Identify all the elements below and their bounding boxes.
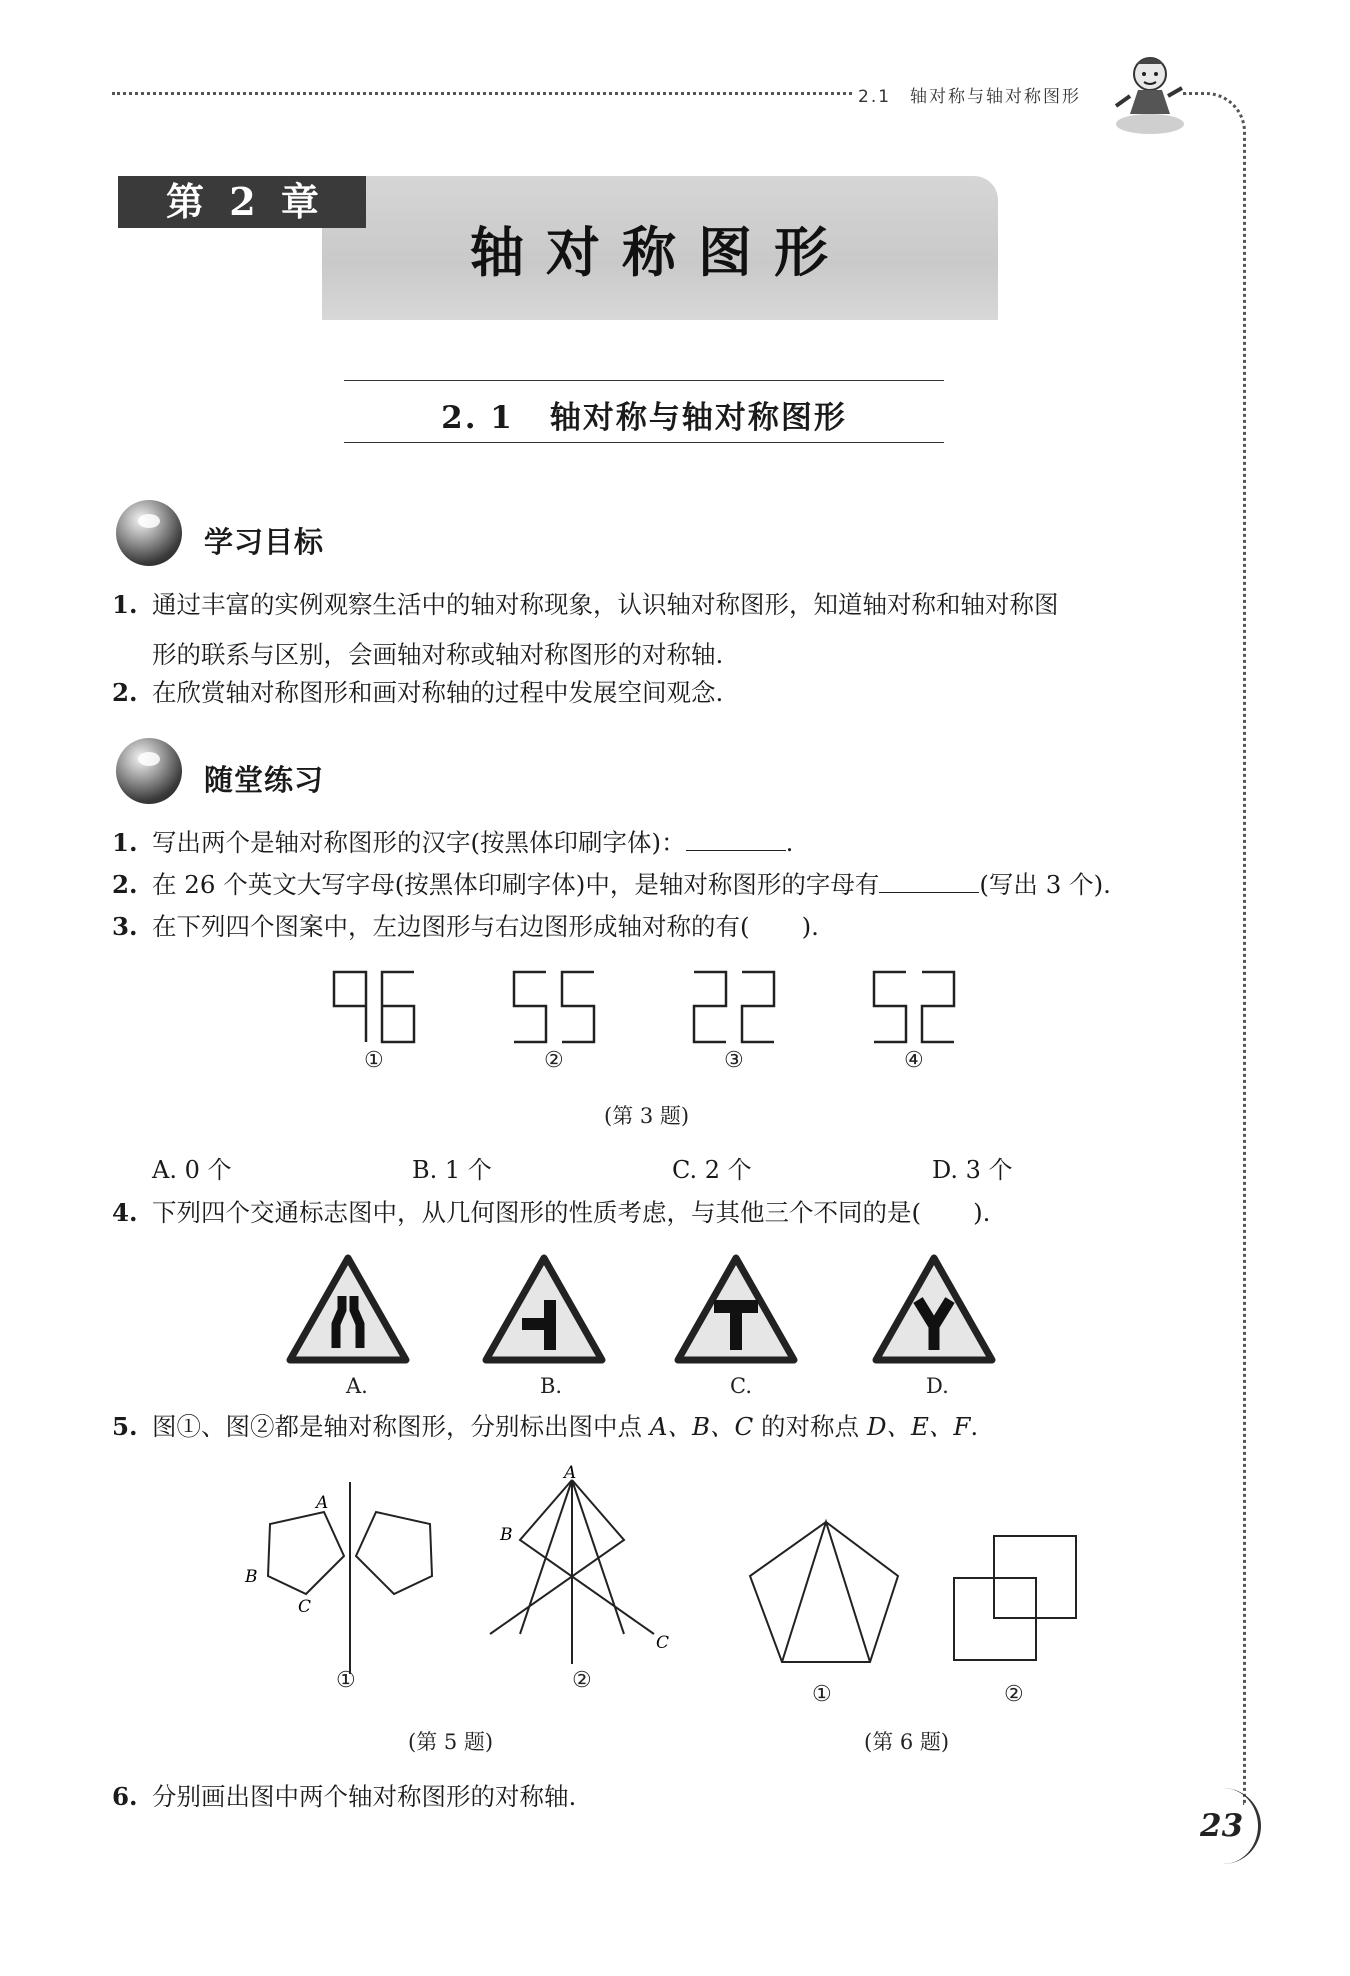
question-1: 1. 写出两个是轴对称图形的汉字(按黑体印刷字体)： . — [112, 828, 794, 857]
figure-label: ④ — [904, 1048, 924, 1073]
answer-blank[interactable] — [879, 870, 979, 893]
q6-figure-2 — [950, 1532, 1086, 1664]
point-label: B — [245, 1567, 258, 1587]
q6-figure-1 — [746, 1518, 906, 1668]
traffic-sign-d — [876, 1258, 992, 1360]
question-5: 5. 图①、图②都是轴对称图形，分别标出图中点 A、B、C 的对称点 D、E、F. — [112, 1412, 979, 1441]
figure-label: ③ — [724, 1048, 744, 1073]
figure-pair-3 — [694, 972, 774, 1042]
objective-1: 1. 通过丰富的实例观察生活中的轴对称现象，认识轴对称图形，知道轴对称和轴对称图 — [112, 590, 1059, 619]
figure-label: ② — [1004, 1682, 1024, 1707]
header-rule — [112, 92, 852, 95]
point-label: C — [656, 1633, 670, 1653]
globe-icon — [116, 738, 182, 804]
section-number: 2. 1 — [441, 400, 514, 436]
q5-figure-1 — [240, 1478, 460, 1678]
section-title-text: 轴对称与轴对称图形 — [549, 400, 847, 436]
section-rule-bottom — [344, 442, 944, 443]
globe-highlight — [138, 514, 160, 528]
question-2: 2. 在 26 个英文大写字母(按黑体印刷字体)中，是轴对称图形的字母有 (写出 3 个). — [112, 870, 1111, 899]
answer-blank[interactable] — [686, 828, 786, 851]
page-number: 23 — [1200, 1808, 1244, 1844]
figure-caption: (第 5 题) — [408, 1730, 494, 1754]
figure-caption: (第 6 题) — [864, 1730, 950, 1754]
figure-pair-1 — [334, 972, 414, 1042]
option-c[interactable]: C. 2 个 — [672, 1156, 752, 1184]
q4-traffic-signs — [286, 1254, 1006, 1364]
q5-figure-2 — [490, 1463, 690, 1670]
globe-icon — [116, 500, 182, 566]
figure-label: ② — [572, 1668, 592, 1693]
figure-pair-4 — [874, 972, 954, 1042]
figure-label: ① — [812, 1682, 832, 1707]
point-label: B — [500, 1525, 513, 1545]
sign-label-c: C. — [730, 1374, 752, 1398]
figure-label: ② — [544, 1048, 564, 1073]
chapter-title: 轴对称图形 — [470, 221, 850, 284]
sign-label-b: B. — [540, 1374, 563, 1398]
chapter-label: 第 2 章 — [118, 176, 366, 228]
q3-figures — [330, 970, 970, 1045]
practice-heading: 随堂练习 — [204, 763, 325, 797]
running-title: 2.1 轴对称与轴对称图形 — [858, 87, 1082, 107]
section-title — [344, 392, 944, 437]
option-b[interactable]: B. 1 个 — [412, 1156, 492, 1184]
sign-label-d: D. — [926, 1374, 949, 1398]
objective-1-cont: 形的联系与区别，会画轴对称或轴对称图形的对称轴. — [152, 640, 724, 669]
option-d[interactable]: D. 3 个 — [932, 1156, 1013, 1184]
section-rule-top — [344, 380, 944, 381]
globe-highlight — [138, 752, 160, 766]
page-frame — [1183, 92, 1246, 1805]
option-a[interactable]: A. 0 个 — [152, 1156, 232, 1184]
mascot-icon — [1110, 52, 1188, 136]
figure-pair-2 — [514, 972, 594, 1042]
objectives-heading: 学习目标 — [204, 525, 325, 559]
traffic-sign-c — [678, 1258, 794, 1360]
question-4: 4. 下列四个交通标志图中，从几何图形的性质考虑，与其他三个不同的是( ). — [112, 1198, 991, 1227]
question-6: 6. 分别画出图中两个轴对称图形的对称轴. — [112, 1782, 577, 1811]
point-label: A — [316, 1493, 329, 1513]
traffic-sign-b — [486, 1258, 602, 1360]
question-3: 3. 在下列四个图案中，左边图形与右边图形成轴对称的有( ). — [112, 912, 819, 941]
figure-label: ① — [364, 1048, 384, 1073]
traffic-sign-a — [290, 1258, 406, 1360]
figure-caption: (第 3 题) — [604, 1104, 690, 1128]
point-label: C — [298, 1597, 312, 1617]
point-label: A — [564, 1463, 577, 1483]
objective-2: 2. 在欣赏轴对称图形和画对称轴的过程中发展空间观念. — [112, 678, 724, 707]
figure-label: ① — [336, 1668, 356, 1693]
sign-label-a: A. — [346, 1374, 368, 1398]
